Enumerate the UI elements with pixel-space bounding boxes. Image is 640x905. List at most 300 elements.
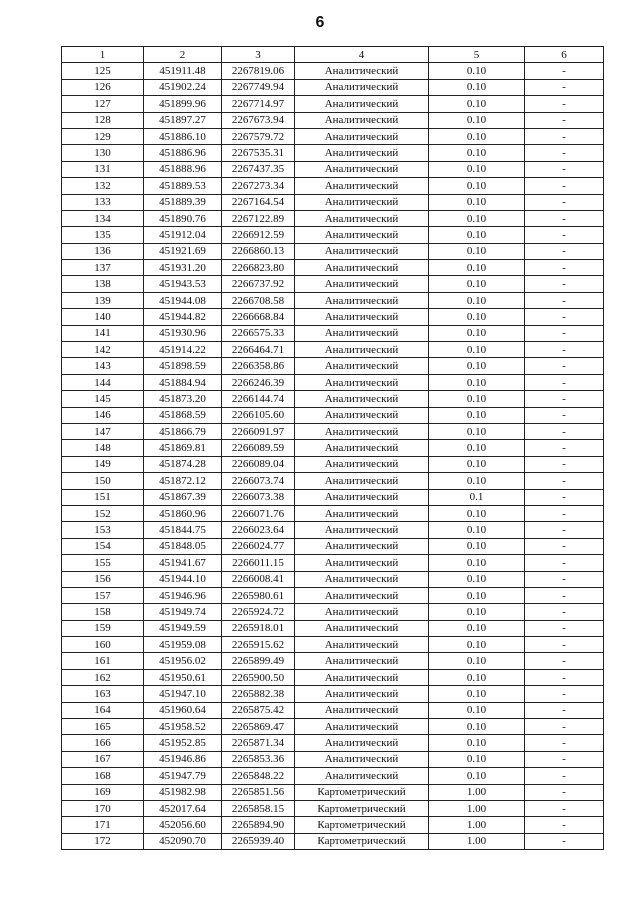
note-cell: - — [525, 686, 604, 702]
note-cell: - — [525, 210, 604, 226]
note-cell: - — [525, 309, 604, 325]
y-coordinate-cell: 2265900.50 — [222, 669, 295, 685]
precision-cell: 0.10 — [429, 145, 525, 161]
table-row — [62, 96, 604, 112]
point-number-cell: 144 — [62, 374, 144, 390]
y-coordinate-cell: 2266024.77 — [222, 538, 295, 554]
precision-cell: 0.10 — [429, 391, 525, 407]
note-cell: - — [525, 751, 604, 767]
table-row — [62, 538, 604, 554]
y-coordinate-cell: 2265882.38 — [222, 686, 295, 702]
method-cell: Картометрический — [295, 833, 429, 849]
note-cell: - — [525, 374, 604, 390]
point-number-cell: 137 — [62, 260, 144, 276]
table-row — [62, 784, 604, 800]
precision-cell: 0.10 — [429, 505, 525, 521]
method-cell: Аналитический — [295, 243, 429, 259]
table-row — [62, 440, 604, 456]
y-coordinate-cell: 2267579.72 — [222, 128, 295, 144]
x-coordinate-cell: 451959.08 — [144, 637, 222, 653]
table-row — [62, 194, 604, 210]
column-header: 5 — [429, 47, 525, 63]
note-cell: - — [525, 456, 604, 472]
method-cell: Аналитический — [295, 473, 429, 489]
precision-cell: 0.10 — [429, 342, 525, 358]
point-number-cell: 139 — [62, 292, 144, 308]
table-row — [62, 63, 604, 79]
precision-cell: 0.10 — [429, 423, 525, 439]
precision-cell: 0.10 — [429, 637, 525, 653]
table-row — [62, 358, 604, 374]
method-cell: Аналитический — [295, 686, 429, 702]
y-coordinate-cell: 2265980.61 — [222, 587, 295, 603]
point-number-cell: 164 — [62, 702, 144, 718]
table-row — [62, 669, 604, 685]
point-number-cell: 126 — [62, 79, 144, 95]
x-coordinate-cell: 451874.28 — [144, 456, 222, 472]
x-coordinate-cell: 451873.20 — [144, 391, 222, 407]
method-cell: Аналитический — [295, 505, 429, 521]
y-coordinate-cell: 2265869.47 — [222, 719, 295, 735]
coordinates-table — [61, 46, 604, 850]
method-cell: Аналитический — [295, 112, 429, 128]
table-row — [62, 161, 604, 177]
method-cell: Аналитический — [295, 358, 429, 374]
note-cell: - — [525, 243, 604, 259]
precision-cell: 0.10 — [429, 751, 525, 767]
y-coordinate-cell: 2265858.15 — [222, 800, 295, 816]
y-coordinate-cell: 2265915.62 — [222, 637, 295, 653]
x-coordinate-cell: 451867.39 — [144, 489, 222, 505]
point-number-cell: 138 — [62, 276, 144, 292]
table-row — [62, 407, 604, 423]
precision-cell: 0.10 — [429, 719, 525, 735]
point-number-cell: 143 — [62, 358, 144, 374]
table-row — [62, 128, 604, 144]
point-number-cell: 141 — [62, 325, 144, 341]
x-coordinate-cell: 451944.82 — [144, 309, 222, 325]
x-coordinate-cell: 452090.70 — [144, 833, 222, 849]
note-cell: - — [525, 260, 604, 276]
method-cell: Аналитический — [295, 391, 429, 407]
precision-cell: 0.10 — [429, 112, 525, 128]
x-coordinate-cell: 451946.96 — [144, 587, 222, 603]
point-number-cell: 168 — [62, 768, 144, 784]
y-coordinate-cell: 2265899.49 — [222, 653, 295, 669]
y-coordinate-cell: 2265939.40 — [222, 833, 295, 849]
table-row — [62, 817, 604, 833]
x-coordinate-cell: 451947.10 — [144, 686, 222, 702]
y-coordinate-cell: 2266144.74 — [222, 391, 295, 407]
precision-cell: 0.10 — [429, 702, 525, 718]
y-coordinate-cell: 2266089.59 — [222, 440, 295, 456]
x-coordinate-cell: 451866.79 — [144, 423, 222, 439]
point-number-cell: 165 — [62, 719, 144, 735]
method-cell: Аналитический — [295, 276, 429, 292]
y-coordinate-cell: 2265875.42 — [222, 702, 295, 718]
x-coordinate-cell: 451949.59 — [144, 620, 222, 636]
method-cell: Аналитический — [295, 735, 429, 751]
table-row — [62, 571, 604, 587]
x-coordinate-cell: 451931.20 — [144, 260, 222, 276]
precision-cell: 0.10 — [429, 440, 525, 456]
precision-cell: 1.00 — [429, 833, 525, 849]
point-number-cell: 129 — [62, 128, 144, 144]
x-coordinate-cell: 451944.10 — [144, 571, 222, 587]
x-coordinate-cell: 451886.96 — [144, 145, 222, 161]
table-row — [62, 702, 604, 718]
method-cell: Аналитический — [295, 292, 429, 308]
precision-cell: 0.10 — [429, 653, 525, 669]
point-number-cell: 158 — [62, 604, 144, 620]
method-cell: Аналитический — [295, 423, 429, 439]
table-row — [62, 735, 604, 751]
method-cell: Аналитический — [295, 669, 429, 685]
table-row — [62, 473, 604, 489]
table-row — [62, 260, 604, 276]
precision-cell: 0.10 — [429, 407, 525, 423]
point-number-cell: 152 — [62, 505, 144, 521]
table-row — [62, 505, 604, 521]
x-coordinate-cell: 451899.96 — [144, 96, 222, 112]
method-cell: Аналитический — [295, 456, 429, 472]
x-coordinate-cell: 451872.12 — [144, 473, 222, 489]
y-coordinate-cell: 2266091.97 — [222, 423, 295, 439]
table-row — [62, 342, 604, 358]
method-cell: Аналитический — [295, 571, 429, 587]
note-cell: - — [525, 620, 604, 636]
note-cell: - — [525, 391, 604, 407]
table-row — [62, 79, 604, 95]
x-coordinate-cell: 451941.67 — [144, 555, 222, 571]
precision-cell: 0.10 — [429, 669, 525, 685]
precision-cell: 0.10 — [429, 735, 525, 751]
y-coordinate-cell: 2267673.94 — [222, 112, 295, 128]
method-cell: Аналитический — [295, 194, 429, 210]
y-coordinate-cell: 2265853.36 — [222, 751, 295, 767]
note-cell: - — [525, 227, 604, 243]
y-coordinate-cell: 2265851.56 — [222, 784, 295, 800]
precision-cell: 0.10 — [429, 210, 525, 226]
note-cell: - — [525, 702, 604, 718]
x-coordinate-cell: 451897.27 — [144, 112, 222, 128]
precision-cell: 0.10 — [429, 587, 525, 603]
method-cell: Картометрический — [295, 817, 429, 833]
point-number-cell: 162 — [62, 669, 144, 685]
note-cell: - — [525, 538, 604, 554]
x-coordinate-cell: 451943.53 — [144, 276, 222, 292]
column-header: 2 — [144, 47, 222, 63]
table-row — [62, 391, 604, 407]
precision-cell: 0.10 — [429, 79, 525, 95]
table-row — [62, 178, 604, 194]
x-coordinate-cell: 451886.10 — [144, 128, 222, 144]
y-coordinate-cell: 2266823.80 — [222, 260, 295, 276]
note-cell: - — [525, 719, 604, 735]
table-row — [62, 555, 604, 571]
method-cell: Аналитический — [295, 637, 429, 653]
note-cell: - — [525, 817, 604, 833]
table-row — [62, 768, 604, 784]
table-row — [62, 292, 604, 308]
y-coordinate-cell: 2265918.01 — [222, 620, 295, 636]
y-coordinate-cell: 2266073.74 — [222, 473, 295, 489]
y-coordinate-cell: 2265848.22 — [222, 768, 295, 784]
table-row — [62, 276, 604, 292]
point-number-cell: 157 — [62, 587, 144, 603]
note-cell: - — [525, 325, 604, 341]
point-number-cell: 145 — [62, 391, 144, 407]
method-cell: Аналитический — [295, 374, 429, 390]
column-header: 3 — [222, 47, 295, 63]
x-coordinate-cell: 452056.60 — [144, 817, 222, 833]
x-coordinate-cell: 451848.05 — [144, 538, 222, 554]
table-row — [62, 686, 604, 702]
method-cell: Аналитический — [295, 128, 429, 144]
x-coordinate-cell: 451947.79 — [144, 768, 222, 784]
y-coordinate-cell: 2266575.33 — [222, 325, 295, 341]
method-cell: Аналитический — [295, 342, 429, 358]
x-coordinate-cell: 451844.75 — [144, 522, 222, 538]
note-cell: - — [525, 555, 604, 571]
column-header: 6 — [525, 47, 604, 63]
point-number-cell: 134 — [62, 210, 144, 226]
note-cell: - — [525, 653, 604, 669]
precision-cell: 0.10 — [429, 555, 525, 571]
method-cell: Аналитический — [295, 604, 429, 620]
x-coordinate-cell: 451889.53 — [144, 178, 222, 194]
precision-cell: 0.10 — [429, 194, 525, 210]
method-cell: Аналитический — [295, 325, 429, 341]
y-coordinate-cell: 2266008.41 — [222, 571, 295, 587]
x-coordinate-cell: 451950.61 — [144, 669, 222, 685]
y-coordinate-cell: 2267714.97 — [222, 96, 295, 112]
method-cell: Аналитический — [295, 178, 429, 194]
method-cell: Аналитический — [295, 702, 429, 718]
table-row — [62, 751, 604, 767]
note-cell: - — [525, 96, 604, 112]
method-cell: Аналитический — [295, 96, 429, 112]
method-cell: Картометрический — [295, 800, 429, 816]
note-cell: - — [525, 112, 604, 128]
column-header: 1 — [62, 47, 144, 63]
point-number-cell: 142 — [62, 342, 144, 358]
precision-cell: 0.10 — [429, 325, 525, 341]
x-coordinate-cell: 451958.52 — [144, 719, 222, 735]
table-row — [62, 653, 604, 669]
table-row — [62, 620, 604, 636]
x-coordinate-cell: 451890.76 — [144, 210, 222, 226]
point-number-cell: 166 — [62, 735, 144, 751]
x-coordinate-cell: 451868.59 — [144, 407, 222, 423]
x-coordinate-cell: 451911.48 — [144, 63, 222, 79]
y-coordinate-cell: 2266860.13 — [222, 243, 295, 259]
note-cell: - — [525, 604, 604, 620]
note-cell: - — [525, 342, 604, 358]
method-cell: Аналитический — [295, 768, 429, 784]
point-number-cell: 148 — [62, 440, 144, 456]
note-cell: - — [525, 735, 604, 751]
note-cell: - — [525, 571, 604, 587]
point-number-cell: 127 — [62, 96, 144, 112]
table-row — [62, 489, 604, 505]
table-row — [62, 800, 604, 816]
method-cell: Аналитический — [295, 161, 429, 177]
y-coordinate-cell: 2266105.60 — [222, 407, 295, 423]
precision-cell: 0.10 — [429, 604, 525, 620]
note-cell: - — [525, 768, 604, 784]
table-row — [62, 719, 604, 735]
y-coordinate-cell: 2266737.92 — [222, 276, 295, 292]
precision-cell: 0.10 — [429, 309, 525, 325]
table-body — [62, 47, 604, 850]
method-cell: Аналитический — [295, 489, 429, 505]
y-coordinate-cell: 2266464.71 — [222, 342, 295, 358]
note-cell: - — [525, 522, 604, 538]
precision-cell: 0.10 — [429, 538, 525, 554]
precision-cell: 0.10 — [429, 96, 525, 112]
precision-cell: 0.10 — [429, 63, 525, 79]
point-number-cell: 131 — [62, 161, 144, 177]
table-row — [62, 456, 604, 472]
point-number-cell: 136 — [62, 243, 144, 259]
method-cell: Аналитический — [295, 260, 429, 276]
precision-cell: 0.10 — [429, 456, 525, 472]
y-coordinate-cell: 2267273.34 — [222, 178, 295, 194]
x-coordinate-cell: 451898.59 — [144, 358, 222, 374]
precision-cell: 0.10 — [429, 768, 525, 784]
precision-cell: 0.10 — [429, 243, 525, 259]
method-cell: Аналитический — [295, 210, 429, 226]
method-cell: Аналитический — [295, 63, 429, 79]
point-number-cell: 130 — [62, 145, 144, 161]
precision-cell: 0.10 — [429, 620, 525, 636]
table-row — [62, 325, 604, 341]
note-cell: - — [525, 489, 604, 505]
point-number-cell: 149 — [62, 456, 144, 472]
precision-cell: 0.10 — [429, 571, 525, 587]
note-cell: - — [525, 440, 604, 456]
method-cell: Картометрический — [295, 784, 429, 800]
note-cell: - — [525, 63, 604, 79]
method-cell: Аналитический — [295, 440, 429, 456]
table-row — [62, 243, 604, 259]
y-coordinate-cell: 2266071.76 — [222, 505, 295, 521]
method-cell: Аналитический — [295, 587, 429, 603]
x-coordinate-cell: 451930.96 — [144, 325, 222, 341]
note-cell: - — [525, 276, 604, 292]
y-coordinate-cell: 2266358.86 — [222, 358, 295, 374]
table-row — [62, 637, 604, 653]
x-coordinate-cell: 451914.22 — [144, 342, 222, 358]
method-cell: Аналитический — [295, 653, 429, 669]
table-header-row — [62, 47, 604, 63]
y-coordinate-cell: 2267122.89 — [222, 210, 295, 226]
point-number-cell: 132 — [62, 178, 144, 194]
method-cell: Аналитический — [295, 227, 429, 243]
point-number-cell: 135 — [62, 227, 144, 243]
x-coordinate-cell: 451982.98 — [144, 784, 222, 800]
method-cell: Аналитический — [295, 309, 429, 325]
x-coordinate-cell: 451956.02 — [144, 653, 222, 669]
precision-cell: 0.10 — [429, 292, 525, 308]
point-number-cell: 128 — [62, 112, 144, 128]
table-row — [62, 374, 604, 390]
table-row — [62, 210, 604, 226]
table-row — [62, 604, 604, 620]
precision-cell: 0.10 — [429, 276, 525, 292]
method-cell: Аналитический — [295, 538, 429, 554]
y-coordinate-cell: 2267437.35 — [222, 161, 295, 177]
point-number-cell: 163 — [62, 686, 144, 702]
point-number-cell: 156 — [62, 571, 144, 587]
y-coordinate-cell: 2266023.64 — [222, 522, 295, 538]
point-number-cell: 155 — [62, 555, 144, 571]
precision-cell: 0.10 — [429, 178, 525, 194]
method-cell: Аналитический — [295, 555, 429, 571]
x-coordinate-cell: 451921.69 — [144, 243, 222, 259]
note-cell: - — [525, 145, 604, 161]
y-coordinate-cell: 2267535.31 — [222, 145, 295, 161]
note-cell: - — [525, 423, 604, 439]
point-number-cell: 146 — [62, 407, 144, 423]
table-row — [62, 309, 604, 325]
y-coordinate-cell: 2267819.06 — [222, 63, 295, 79]
y-coordinate-cell: 2265924.72 — [222, 604, 295, 620]
x-coordinate-cell: 451960.64 — [144, 702, 222, 718]
table-row — [62, 227, 604, 243]
point-number-cell: 133 — [62, 194, 144, 210]
note-cell: - — [525, 161, 604, 177]
x-coordinate-cell: 451902.24 — [144, 79, 222, 95]
y-coordinate-cell: 2267749.94 — [222, 79, 295, 95]
page-number: 6 — [315, 14, 325, 31]
y-coordinate-cell: 2266011.15 — [222, 555, 295, 571]
precision-cell: 1.00 — [429, 817, 525, 833]
table-row — [62, 112, 604, 128]
point-number-cell: 154 — [62, 538, 144, 554]
y-coordinate-cell: 2266668.84 — [222, 309, 295, 325]
table-row — [62, 522, 604, 538]
precision-cell: 0.10 — [429, 260, 525, 276]
note-cell: - — [525, 292, 604, 308]
x-coordinate-cell: 451889.39 — [144, 194, 222, 210]
x-coordinate-cell: 451944.08 — [144, 292, 222, 308]
precision-cell: 0.10 — [429, 522, 525, 538]
note-cell: - — [525, 178, 604, 194]
point-number-cell: 140 — [62, 309, 144, 325]
method-cell: Аналитический — [295, 719, 429, 735]
y-coordinate-cell: 2265894.90 — [222, 817, 295, 833]
column-header: 4 — [295, 47, 429, 63]
table-row — [62, 423, 604, 439]
point-number-cell: 147 — [62, 423, 144, 439]
precision-cell: 1.00 — [429, 800, 525, 816]
table-row — [62, 587, 604, 603]
note-cell: - — [525, 79, 604, 95]
note-cell: - — [525, 358, 604, 374]
precision-cell: 0.10 — [429, 128, 525, 144]
point-number-cell: 160 — [62, 637, 144, 653]
x-coordinate-cell: 451949.74 — [144, 604, 222, 620]
point-number-cell: 172 — [62, 833, 144, 849]
point-number-cell: 159 — [62, 620, 144, 636]
x-coordinate-cell: 451869.81 — [144, 440, 222, 456]
point-number-cell: 151 — [62, 489, 144, 505]
point-number-cell: 125 — [62, 63, 144, 79]
point-number-cell: 169 — [62, 784, 144, 800]
note-cell: - — [525, 669, 604, 685]
